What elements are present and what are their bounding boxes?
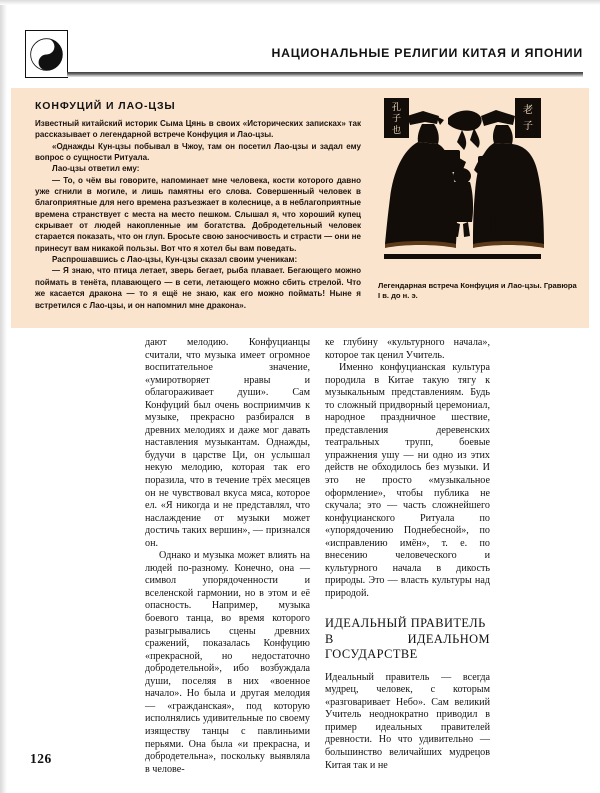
cartouche-glyph-left: 孔	[391, 103, 402, 113]
cartouche-glyph-right: 老	[523, 105, 533, 116]
main-body	[145, 337, 581, 775]
illustration-figure	[378, 94, 578, 302]
story-paragraph: — То, о чём вы говорите, напоминает мне человека, кости которого давно уже сгнили в могиле, и лишь памятны его слова. Совершенный человек в благоприятные для него времена разъезжает в колеснице, а в неблагоприятные времена странствует с места на место пешком. Слышал я, что хороший купец скрывает от людей накопленные им богатства. Добродетельный человек старается показать, что он глуп. Бросьте свою заносчивость и страсти — они не принесут вам никакой пользы. Вот что я хотел бы вам поведать.	[35, 175, 361, 253]
cartouche-glyph-left: 子	[391, 114, 402, 124]
body-paragraph: дают мелодию. Конфуцианцы считали, что музыка имеет огромное воспитательное значение, «умиротворяет нравы и облагораживает души». Сам Конфуций был очень восприимчив к музыке, прекрасно разбирался в древних мелодиях и даже мог давать наставления музыкантам. Однажды, будучи в царстве Ци, он услышал некую мелодию, которая так его поразила, что в течение трёх месяцев он не чувствовал вкуса мяса, которое ел. «Я никогда и не представлял, что наслаждение от музыки может достичь таких вершин», — признался он.	[145, 337, 310, 549]
section-heading-line2: В ИДЕАЛЬНОМ ГОСУДАРСТВЕ	[325, 631, 490, 662]
story-paragraph: Известный китайский историк Сыма Цянь в своих «Исторических записках» так рассказывает о легендарной встрече Конфуция и Лао-цзы.	[35, 119, 361, 140]
body-column-left	[145, 337, 310, 776]
running-head-title: НАЦИОНАЛЬНЫЕ РЕЛИГИИ КИТАЯ И ЯПОНИИ	[271, 46, 583, 60]
story-box-body	[35, 118, 361, 311]
body-paragraph: Именно конфуцианская культура породила в Китае такую тягу к музыкальным представлениям. Будь то сложный придворный церемониал, народное праздничное шествие, представления деревенских театральных трупп, боевые упражнения ушу — ни одно из этих действ не обходилось без музыки. И это не просто «музыкальное оформление», чтобы публика не скучала; это — часть сложнейшего конфуцианского Ритуала по «упорядочению Поднебесной», по «исправлению имён», т. е. по внесению человеческого и культурного начала в дикость природы. Это — власть культуры над природой.	[325, 362, 490, 599]
illustration-caption: Легендарная встреча Конфуция и Лао-цзы. Гравюра I в. до н. э.	[378, 281, 577, 301]
yin-yang-emblem	[25, 30, 68, 78]
cartouche-glyph-left: 也	[391, 126, 402, 136]
body-paragraph: Однако и музыка может влиять на людей по-разному. Конечно, она — символ упорядоченности и вселенской гармонии, но в этом и её опасность. Например, музыка боевого танца, во время которого разыгрывались сцены древних сражений, показалась Конфуцию «прекрасной, но недостаточно добродетельной», ибо возбуждала души, поселяя в них «военное начало». Но была и другая мелодия — «гражданская», под которую исполнялись удивительные по своему изяществу танцы с павлиньими перьями. Она была «и прекрасна, и добродетельна», поскольку выявляла в челове-	[145, 550, 310, 775]
page-number: 126	[30, 751, 52, 766]
story-paragraph: Распрошавшись с Лао-цзы, Кун-цзы сказал своим ученикам:	[52, 255, 298, 265]
sidebar-story-box	[11, 88, 589, 328]
story-box-title: КОНФУЦИЙ И ЛАО-ЦЗЫ	[35, 100, 176, 112]
body-paragraph: Идеальный правитель — всегда мудрец, человек, с которым «разговаривает Небо». Сам великий Учитель неоднократно приводил в пример идеальных правителей древности. Но что удивительно — большинство величайших мудрецов Китая так и не	[325, 671, 490, 771]
body-paragraph: ке глубину «культурного начала», которое так ценил Учитель.	[325, 337, 490, 361]
yin-yang-icon	[30, 38, 63, 71]
paper-edge-left	[0, 0, 7, 793]
story-paragraph: — Я знаю, что птица летает, зверь бегает, рыба плавает. Бегающего можно поймать в тенёта, плавающего — в сети, летающего можно сбить стрелой. Что же касается дракона — то я ещё не знаю, как его можно поймать! Ныне я встретился с Лао-цзы, и он напомнил мне дракона».	[35, 266, 361, 310]
header-rule	[67, 72, 583, 77]
engraving-confucius-laozi	[378, 94, 578, 276]
page-header	[0, 0, 600, 92]
body-column-right	[325, 337, 490, 772]
story-paragraph: «Однажды Кун-цзы побывал в Чжоу, там он посетил Лао-цзы и задал ему вопрос о сущности Ритуала.	[35, 141, 361, 163]
section-heading	[325, 616, 490, 662]
section-heading-line1: ИДЕАЛЬНЫЙ ПРАВИТЕЛЬ	[325, 616, 486, 631]
cartouche-glyph-right: 子	[523, 121, 533, 132]
story-paragraph: Лао-цзы ответил ему:	[52, 164, 140, 174]
